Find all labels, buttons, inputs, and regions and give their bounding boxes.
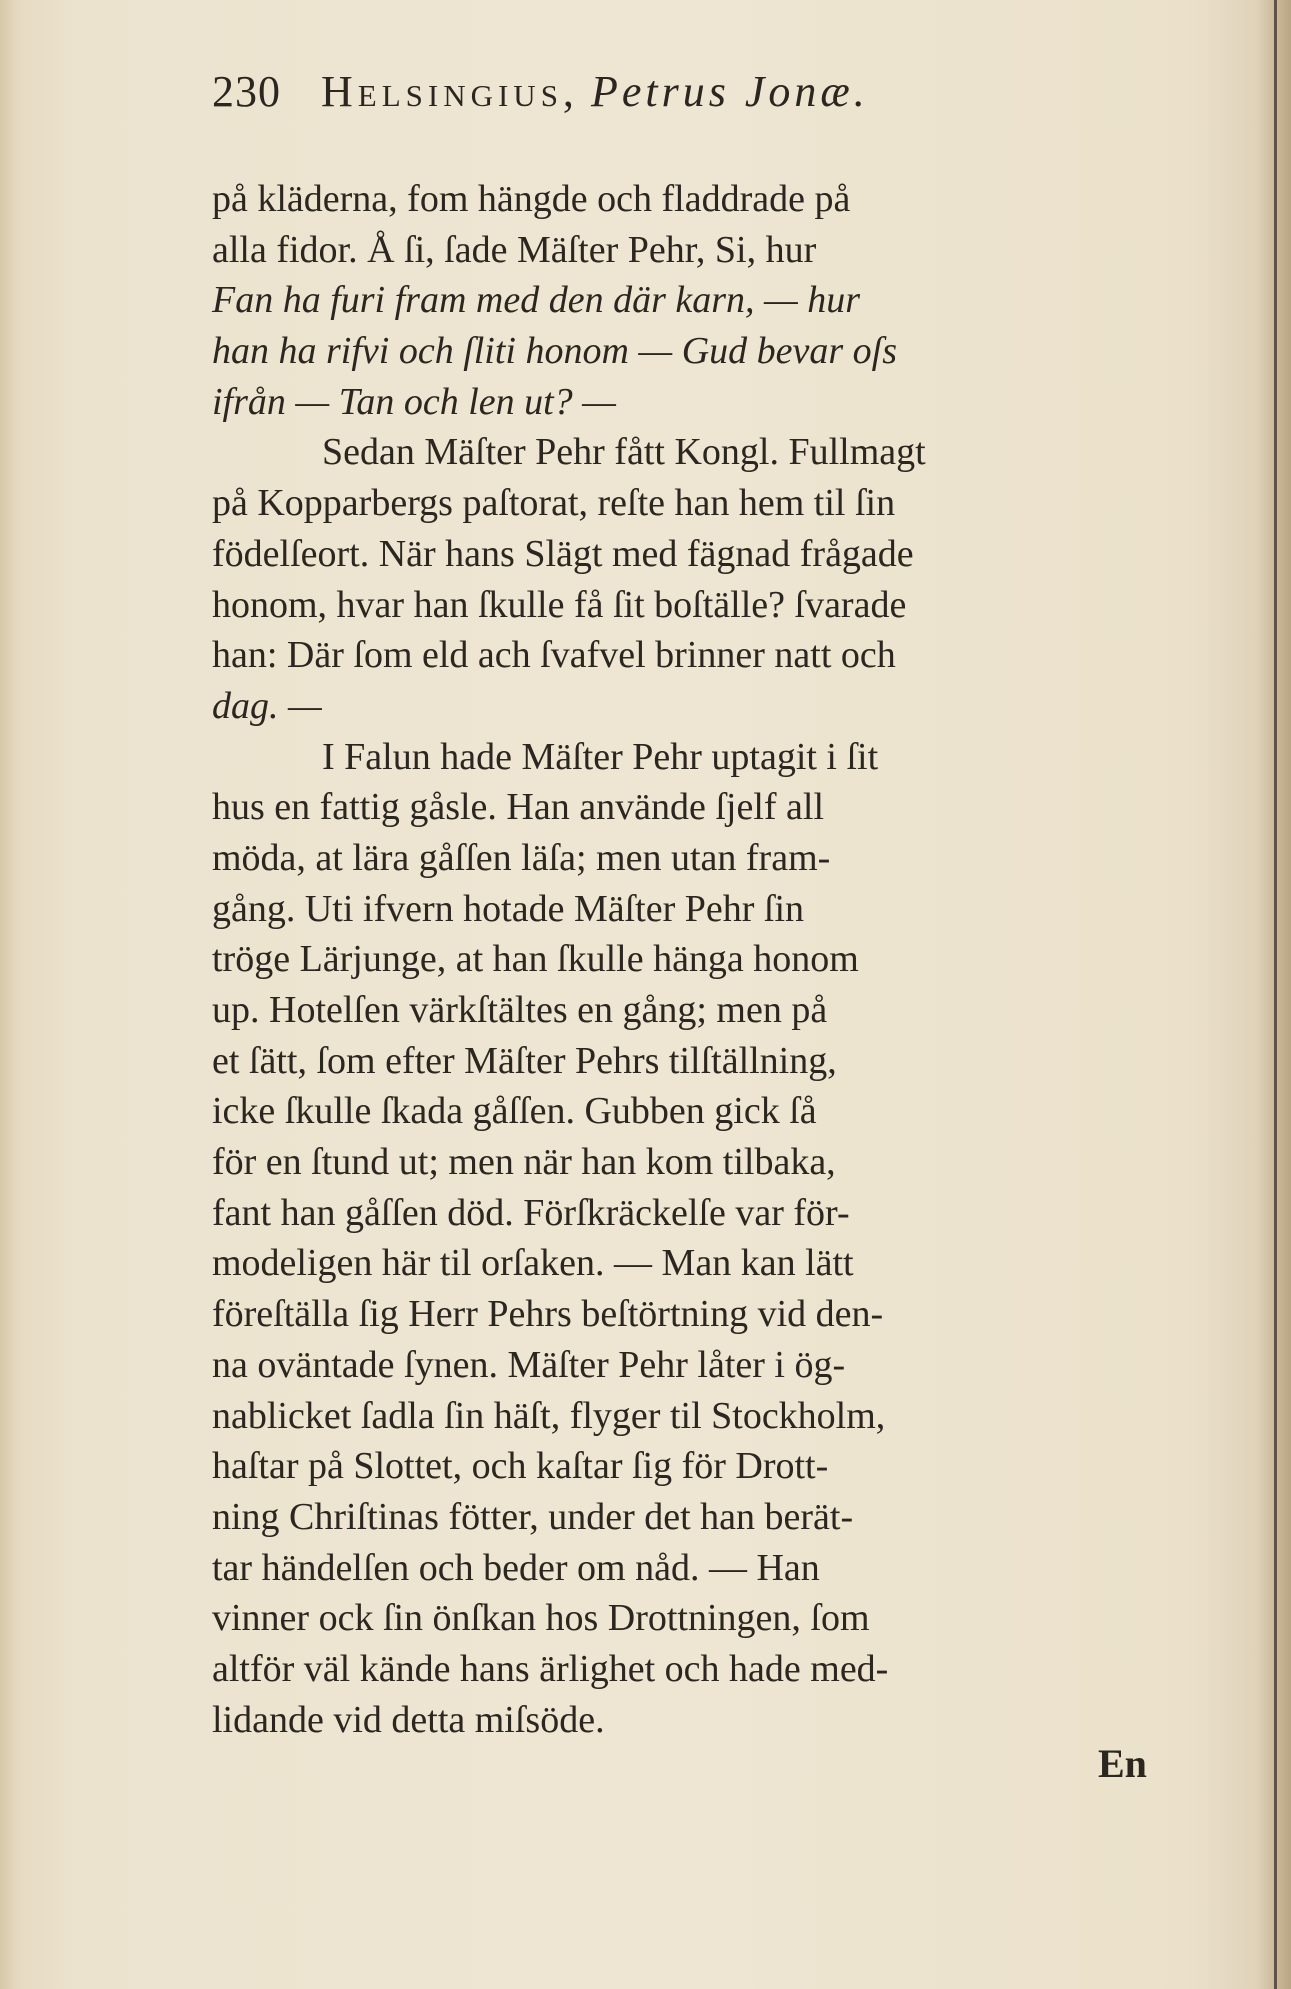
header-given-name: Petrus Jonæ. [590,67,869,116]
text-line: haſtar på Slottet, och kaſtar ſig för Drott- [212,1445,829,1488]
text-line: på kläderna, fom hängde och fladdrade på [212,178,851,220]
page-number: 230 [212,67,281,116]
text-line: han ha rifvi och ſliti honom — Gud bevar oſs [212,330,898,373]
text-line: fant han gåſſen död. Förſkräckelſe var för- [212,1191,850,1234]
binding-edge-line [1274,0,1277,1989]
running-header [212,66,1160,136]
text-line: lidande vid detta miſsöde. [212,1698,605,1741]
text-line: för en ſtund ut; men när han kom tilbaka, [212,1141,836,1184]
text-line: på Kopparbergs paſtorat, reſte han hem til ſin [212,482,896,525]
text-line: föreſtälla ſig Herr Pehrs beſtörtning vid den- [212,1293,884,1336]
catchword: En [1098,1741,1147,1786]
text-line: nablicket ſadla ſin häſt, flyger til Stockholm, [212,1394,886,1437]
text-line: Sedan Mäſter Pehr fått Kongl. Fullmagt [322,431,926,474]
text-line: na oväntade ſynen. Mäſter Pehr låter i ög- [212,1343,846,1386]
text-line: dag. — [212,684,322,727]
text-line: icke ſkulle ſkada gåſſen. Gubben gick ſå [212,1090,817,1133]
text-line: honom, hvar han ſkulle få ſit boſtälle? ſvarade [212,583,907,626]
text-line: Fan ha furi fram med den där karn, — hur [212,279,861,322]
header-name: Helsingius, [321,67,579,116]
text-line: ning Chriſtinas fötter, under det han berät- [212,1495,854,1538]
text-line: födelſeort. När hans Slägt med fägnad frågade [212,532,914,575]
text-line: hus en fattig gåsle. Han använde ſjelf all [212,786,825,829]
page-left-shadow [0,0,18,1989]
text-line: gång. Uti ifvern hotade Mäſter Pehr ſin [212,887,805,930]
text-line: han: Där ſom eld ach ſvafvel brinner natt och [212,634,896,677]
text-line: alla fidor. Å ſi, ſade Mäſter Pehr, Si, hur [212,228,817,271]
text-line: ifrån — Tan och len ut? — [212,380,616,423]
text-line: et ſätt, ſom efter Mäſter Pehrs tilſtällning, [212,1039,837,1082]
text-block [212,66,1160,1745]
text-line: up. Hotelſen värkſtältes en gång; men på [212,989,828,1031]
text-line: altför väl kände hans ärlighet och hade med- [212,1647,889,1690]
text-line: modeligen här til orſaken. — Man kan lätt [212,1242,854,1285]
body-text [212,174,1160,1745]
text-line: I Falun hade Mäſter Pehr uptagit i ſit [322,735,879,778]
text-line: tar händelſen och beder om nåd. — Han [212,1546,820,1589]
text-line: möda, at lära gåſſen läſa; men utan fram- [212,836,831,879]
text-line: tröge Lärjunge, at han ſkulle hänga honom [212,938,859,981]
text-line: vinner ock ſin önſkan hos Drottningen, ſom [212,1597,870,1640]
